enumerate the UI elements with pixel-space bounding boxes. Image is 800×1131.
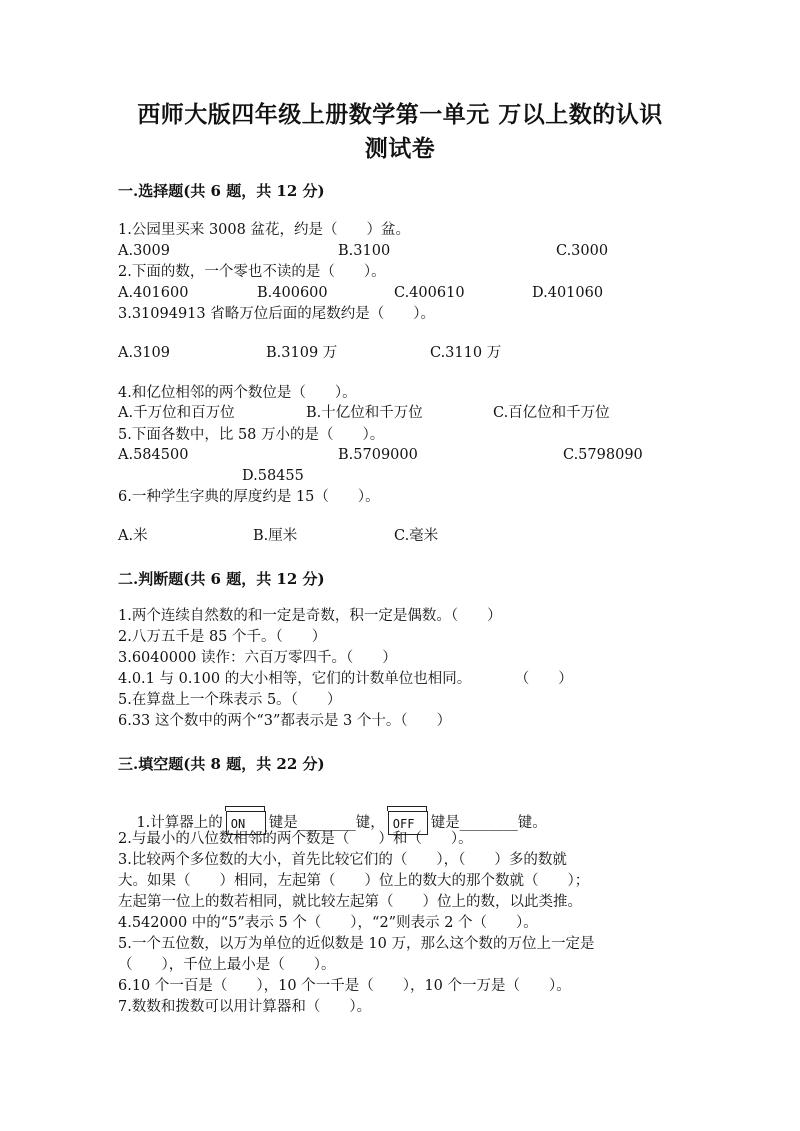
section-choice-heading: 一.选择题(共 6 题，共 12 分) [118,182,325,200]
choice-q5-stem: 5.下面各数中，比 58 万小的是（ ）。 [118,427,385,443]
judge-item-6: 6.33 这个数中的两个“3”都表示是 3 个十。（ ） [118,713,452,729]
fill-q5-line-1: 5.一个五位数，以万为单位的近似数是 10 万，那么这个数的万位上一定是 [118,936,595,952]
judge-item-4: 4.0.1 与 0.100 的大小相等，它们的计数单位也相同。 （ ） [118,671,573,687]
choice-q2-option-a: A.401600 [118,285,189,301]
choice-q3-option-c: C.3110 万 [430,345,502,361]
fill-q7: 7.数数和拨数可以用计算器和（ ）。 [118,999,372,1015]
fill-q1-text-c: 键是________键。 [430,815,547,831]
choice-q6-stem: 6.一种学生字典的厚度约是 15（ ）。 [118,489,380,505]
choice-q1-option-c: C.3000 [556,243,609,259]
section-fill-heading: 三.填空题(共 8 题，共 22 分) [118,755,325,773]
title-line-1: 西师大版四年级上册数学第一单元 万以上数的认识 [137,101,663,128]
choice-q1-stem: 1.公园里买来 3008 盆花，约是（ ）盆。 [118,222,410,238]
choice-q3-stem: 3.31094913 省略万位后面的尾数约是（ ）。 [118,306,435,322]
fill-q2: 2.与最小的八位数相邻的两个数是（ ）和（ ）。 [118,831,473,847]
fill-q3-line-1: 3.比较两个多位数的大小，首先比较它们的（ ），（ ）多的数就 [118,852,567,868]
choice-q6-option-c: C.毫米 [394,528,439,544]
choice-q4-option-a: A.千万位和百万位 [118,405,235,421]
choice-q2-option-d: D.401060 [532,285,604,301]
choice-q4-option-c: C.百亿位和千万位 [493,405,610,421]
fill-q1-text-a: 1.计算器上的 [136,815,223,831]
fill-q4: 4.542000 中的“5”表示 5 个（ ），“2”则表示 2 个（ ）。 [118,915,538,931]
judge-item-5: 5.在算盘上一个珠表示 5。（ ） [118,692,342,708]
choice-q6-option-b: B.厘米 [253,528,298,544]
choice-q4-option-b: B.十亿位和千万位 [306,405,423,421]
title-line-2: 测试卷 [364,135,436,162]
fill-q1-text-b: 键是________键， [268,815,385,831]
choice-q1-option-b: B.3100 [338,243,391,259]
section-judge-heading: 二.判断题(共 6 题，共 12 分) [118,570,325,588]
fill-q5-line-2: （ ），千位上最小是（ ）。 [118,957,336,973]
choice-q5-option-b: B.5709000 [338,447,418,463]
choice-q3-option-b: B.3109 万 [266,345,338,361]
judge-item-2: 2.八万五千是 85 个千。（ ） [118,629,327,645]
choice-q2-option-b: B.400600 [257,285,328,301]
choice-q5-option-d: D.58455 [242,468,304,484]
choice-q6-option-a: A.米 [118,528,148,544]
fill-q3-line-2: 大。如果（ ）相同，左起第（ ）位上的数大的那个数就（ ）； [118,873,590,889]
choice-q3-option-a: A.3109 [118,345,170,361]
judge-item-3: 3.6040000 读作：六百万零四千。（ ） [118,650,397,666]
choice-q5-option-a: A.584500 [118,447,189,463]
choice-q2-stem: 2.下面的数，一个零也不读的是（ ）。 [118,264,386,280]
fill-q3-line-3: 左起第一位上的数若相同，就比较左起第（ ）位上的数，以此类推。 [118,894,582,910]
judge-item-1: 1.两个连续自然数的和一定是奇数，积一定是偶数。（ ） [118,608,502,624]
fill-q6: 6.10 个一百是（ ），10 个一千是（ ），10 个一万是（ ）。 [118,978,571,994]
choice-q1-option-a: A.3009 [118,243,170,259]
choice-q4-stem: 4.和亿位相邻的两个数位是（ ）。 [118,385,357,401]
choice-q2-option-c: C.400610 [394,285,465,301]
on-key-label: ON [230,817,246,831]
choice-q5-option-c: C.5798090 [563,447,643,463]
off-key-label: OFF [392,817,415,831]
